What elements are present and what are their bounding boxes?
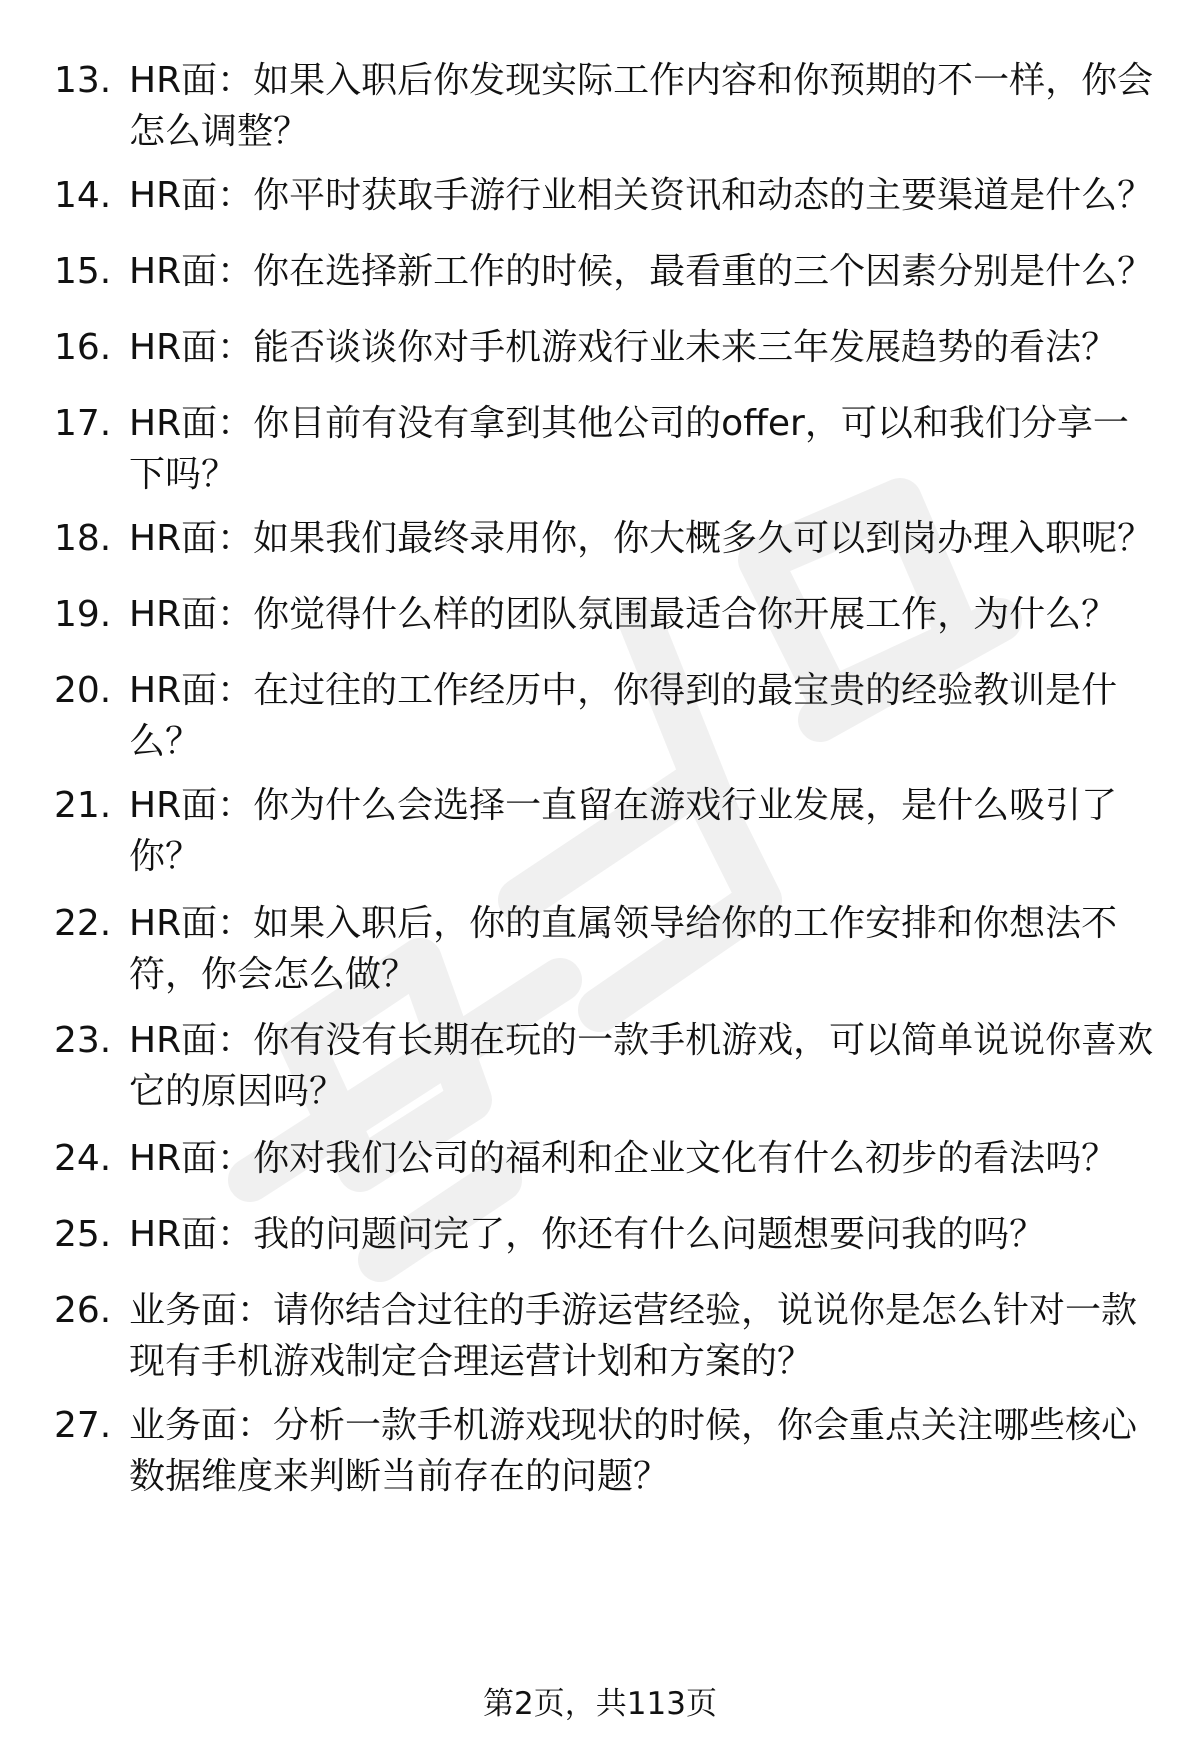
question-number: 24.: [54, 1138, 112, 1179]
question-text: HR面：你平时获取手游行业相关资讯和动态的主要渠道是什么？: [129, 175, 1154, 216]
question-number: 21.: [54, 785, 112, 826]
question-text: HR面：能否谈谈你对手机游戏行业未来三年发展趋势的看法？: [129, 327, 1118, 368]
question-text: HR面：你在选择新工作的时候，最看重的三个因素分别是什么？: [129, 251, 1154, 292]
question-text: HR面：你为什么会选择一直留在游戏行业发展，是什么吸引了你？: [129, 785, 1118, 877]
question-number: 17.: [54, 403, 112, 444]
question-text: 业务面：请你结合过往的手游运营经验，说说你是怎么针对一款现有手机游戏制定合理运营计划和方案的？: [129, 1290, 1138, 1382]
question-text: HR面：你有没有长期在玩的一款手机游戏，可以简单说说你喜欢它的原因吗？: [129, 1020, 1154, 1112]
question-text: HR面：你目前有没有拿到其他公司的offer，可以和我们分享一下吗？: [129, 403, 1129, 495]
question-text: 业务面：分析一款手机游戏现状的时候，你会重点关注哪些核心数据维度来判断当前存在的问题？: [129, 1405, 1138, 1497]
question-number: 14.: [54, 175, 112, 216]
question-text: HR面：如果入职后，你的直属领导给你的工作安排和你想法不符，你会怎么做？: [129, 903, 1118, 995]
question-text: HR面：你对我们公司的福利和企业文化有什么初步的看法吗？: [129, 1138, 1118, 1179]
question-text: HR面：如果入职后你发现实际工作内容和你预期的不一样，你会怎么调整？: [129, 60, 1154, 152]
question-text: HR面：在过往的工作经历中，你得到的最宝贵的经验教训是什么？: [129, 670, 1118, 762]
question-number: 23.: [54, 1020, 112, 1061]
question-number: 16.: [54, 327, 112, 368]
question-number: 15.: [54, 251, 112, 292]
question-number: 26.: [54, 1290, 112, 1331]
question-number: 22.: [54, 903, 112, 944]
question-number: 13.: [54, 60, 112, 101]
question-number: 18.: [54, 518, 112, 559]
question-number: 19.: [54, 594, 112, 635]
page-footer: 第2页，共113页: [483, 1686, 717, 1722]
question-number: 25.: [54, 1214, 112, 1255]
question-text: HR面：我的问题问完了，你还有什么问题想要问我的吗？: [129, 1214, 1046, 1255]
question-text: HR面：你觉得什么样的团队氛围最适合你开展工作，为什么？: [129, 594, 1118, 635]
question-number: 27.: [54, 1405, 112, 1446]
question-text: HR面：如果我们最终录用你，你大概多久可以到岗办理入职呢？: [129, 518, 1154, 559]
question-number: 20.: [54, 670, 112, 711]
